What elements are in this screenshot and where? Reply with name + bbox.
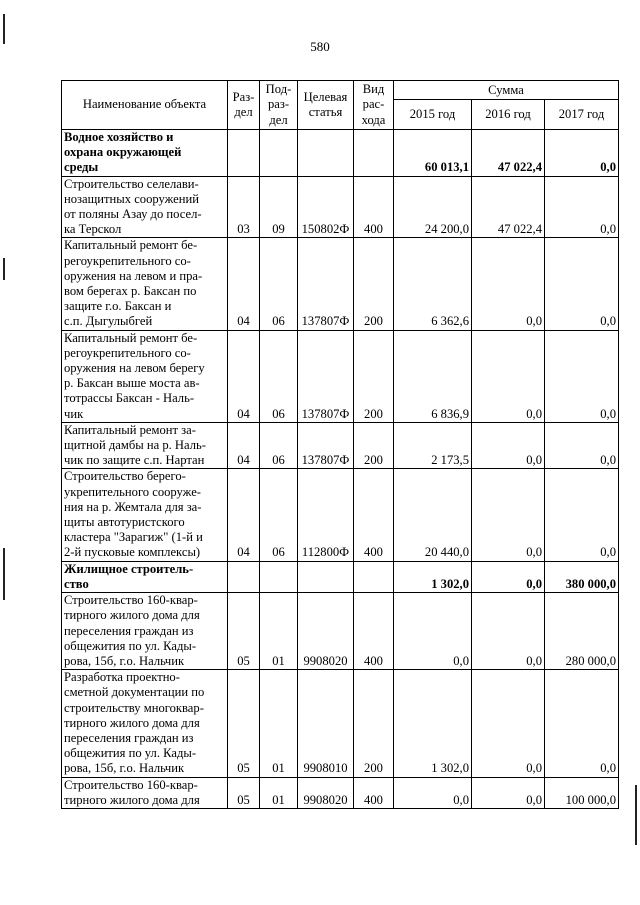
object-name-line: чик [64,406,84,421]
sum-2017-cell: 0,0 [545,176,619,238]
object-name-line: р. Баксан выше моста ав- [64,376,200,391]
object-name-cell [62,469,228,561]
col-header-line: рас- [362,97,385,112]
podrazdel-cell: 06 [260,469,298,561]
target-article-cell: 137807Ф [298,238,354,330]
razdel-cell: 05 [228,670,260,777]
target-article-cell: 112800Ф [298,469,354,561]
sum-2015-cell: 6 362,6 [394,238,472,330]
object-name-cell [62,422,228,469]
podrazdel-cell: 09 [260,176,298,238]
object-name-cell [62,130,228,177]
object-name-line: ка Терскол [64,222,122,237]
scan-margin-mark [3,258,5,280]
target-article-cell [298,561,354,592]
object-name-line: Строительство 160-квар- [64,593,198,608]
target-article-cell: 137807Ф [298,422,354,469]
razdel-cell: 04 [228,238,260,330]
sum-2017-cell: 100 000,0 [545,777,619,808]
object-name-cell [62,777,228,808]
object-name-line: ство [64,576,89,591]
col-header-2015: 2015 год [394,100,472,130]
object-name-line: переселения граждан из [64,730,194,745]
col-header-line: Раз- [232,89,255,104]
object-name-line: щитной дамбы на р. Наль- [64,438,206,453]
target-article-cell: 9908020 [298,593,354,670]
col-header-statya [298,81,354,130]
col-header-line: Под- [265,82,292,97]
object-name-line: общежития по ул. Кады- [64,638,197,653]
expense-type-cell: 200 [354,330,394,422]
sum-2016-cell: 0,0 [472,777,545,808]
object-name-line: общежития по ул. Кады- [64,746,197,761]
podrazdel-cell [260,561,298,592]
sum-2016-cell: 0,0 [472,330,545,422]
expense-type-cell: 200 [354,422,394,469]
expense-type-cell: 400 [354,777,394,808]
object-name-line: тирного жилого дома для [64,715,200,730]
table-row [62,777,619,808]
expense-type-cell: 200 [354,670,394,777]
col-header-line: Целевая [303,89,348,104]
razdel-cell: 04 [228,422,260,469]
col-header-line: Вид [362,82,385,97]
expense-type-cell [354,561,394,592]
object-name-line: вом берегах р. Баксан по [64,284,197,299]
col-header-2017: 2017 год [545,100,619,130]
sum-2015-cell: 6 836,9 [394,330,472,422]
object-name-cell [62,330,228,422]
object-name-line: Жилищное строитель- [64,561,194,576]
col-header-summa: Сумма [394,81,619,100]
sum-2016-cell: 47 022,4 [472,130,545,177]
razdel-cell: 04 [228,330,260,422]
col-header-razdel [228,81,260,130]
sum-2017-cell: 0,0 [545,130,619,177]
object-name-line: кластера "Зарагиж" (1-й и [64,530,203,545]
object-name-line: от поляны Азау до посел- [64,207,202,222]
col-header-line: Наименование объекта [82,97,207,112]
object-name-line: Строительство 160-квар- [64,777,198,792]
table-row [62,469,619,561]
sum-2017-cell: 280 000,0 [545,593,619,670]
scan-margin-mark [3,548,5,600]
object-name-line: Капитальный ремонт бе- [64,238,198,253]
object-name-line: тирного жилого дома для [64,792,200,807]
col-header-line: дел [234,105,253,119]
object-name-line: оружения на левом и пра- [64,268,203,283]
object-name-line: регоукрепительного со- [64,253,191,268]
object-name-cell [62,670,228,777]
expense-type-cell: 400 [354,176,394,238]
podrazdel-cell [260,130,298,177]
podrazdel-cell: 06 [260,238,298,330]
podrazdel-cell: 06 [260,330,298,422]
object-name-cell [62,238,228,330]
object-name-line: регоукрепительного со- [64,345,191,360]
section-row [62,561,619,592]
object-name-line: чик по защите с.п. Нартан [64,453,205,468]
sum-2017-cell: 0,0 [545,330,619,422]
object-name-cell [62,561,228,592]
budget-table-body [62,130,619,809]
target-article-cell: 137807Ф [298,330,354,422]
sum-2016-cell: 47 022,4 [472,176,545,238]
object-name-cell [62,593,228,670]
podrazdel-cell: 01 [260,670,298,777]
table-row [62,238,619,330]
sum-2015-cell: 0,0 [394,593,472,670]
expense-type-cell: 200 [354,238,394,330]
col-header-vid [354,81,394,130]
object-name-line: тотрассы Баксан - Наль- [64,391,195,406]
section-row [62,130,619,177]
object-name-line: сметной документации по [64,685,205,700]
sum-2016-cell: 0,0 [472,593,545,670]
object-name-line: 2-й пусковые комплексы) [64,545,201,560]
table-row [62,670,619,777]
object-name-line: охрана окружающей [64,145,182,160]
sum-2015-cell: 60 013,1 [394,130,472,177]
col-header-line: дел [269,112,288,127]
col-header-line: хода [361,112,386,127]
razdel-cell: 05 [228,593,260,670]
table-row [62,176,619,238]
object-name-line: Строительство берего- [64,469,186,484]
expense-type-cell: 400 [354,593,394,670]
sum-2015-cell: 20 440,0 [394,469,472,561]
object-name-line: с.п. Дыгулыбгей [64,314,153,329]
table-row [62,593,619,670]
sum-2016-cell: 0,0 [472,670,545,777]
object-name-line: укрепительного сооруже- [64,484,201,499]
target-article-cell: 9908010 [298,670,354,777]
object-name-line: Водное хозяйство и [64,130,174,144]
page-number: 580 [310,39,330,54]
sum-2015-cell: 0,0 [394,777,472,808]
col-header-line: статья [308,105,343,119]
sum-2016-cell: 0,0 [472,422,545,469]
sum-2015-cell: 1 302,0 [394,670,472,777]
sum-2015-cell: 2 173,5 [394,422,472,469]
object-name-line: нозащитных сооружений [64,191,199,206]
object-name-line: рова, 15б, г.о. Нальчик [64,653,185,668]
object-name-line: Строительство селелави- [64,176,199,191]
podrazdel-cell: 06 [260,422,298,469]
col-header-line: раз- [267,97,290,112]
object-name-line: строительству многоквар- [64,700,204,715]
sum-2016-cell: 0,0 [472,238,545,330]
table-row [62,330,619,422]
object-name-line: щиты автотуристского [64,515,185,530]
sum-2016-cell: 0,0 [472,469,545,561]
object-name-line: Капитальный ремонт за- [64,422,196,437]
object-name-line: Капитальный ремонт бе- [64,330,198,345]
object-name-line: ния на р. Жемтала для за- [64,499,202,514]
sum-2016-cell: 0,0 [472,561,545,592]
object-name-line: переселения граждан из [64,623,194,638]
razdel-cell [228,130,260,177]
sum-2017-cell: 0,0 [545,670,619,777]
object-name-line: Разработка проектно- [64,670,180,685]
budget-table [61,80,619,809]
object-name-line: тирного жилого дома для [64,608,200,623]
col-header-2016: 2016 год [472,100,545,130]
razdel-cell [228,561,260,592]
expense-type-cell [354,130,394,177]
razdel-cell: 04 [228,469,260,561]
target-article-cell: 9908020 [298,777,354,808]
razdel-cell: 05 [228,777,260,808]
podrazdel-cell: 01 [260,593,298,670]
scan-margin-mark [635,785,637,845]
podrazdel-cell: 01 [260,777,298,808]
sum-2017-cell: 0,0 [545,238,619,330]
col-header-name [62,81,228,130]
object-name-line: защите г.о. Баксан и [64,299,172,314]
col-header-podrazdel [260,81,298,130]
sum-2017-cell: 380 000,0 [545,561,619,592]
object-name-line: среды [64,160,99,175]
object-name-line: оружения на левом берегу [64,361,205,376]
target-article-cell: 150802Ф [298,176,354,238]
sum-2015-cell: 1 302,0 [394,561,472,592]
object-name-cell [62,176,228,238]
sum-2017-cell: 0,0 [545,422,619,469]
object-name-line: рова, 15б, г.о. Нальчик [64,761,185,776]
sum-2015-cell: 24 200,0 [394,176,472,238]
sum-2017-cell: 0,0 [545,469,619,561]
razdel-cell: 03 [228,176,260,238]
target-article-cell [298,130,354,177]
table-row [62,422,619,469]
expense-type-cell: 400 [354,469,394,561]
